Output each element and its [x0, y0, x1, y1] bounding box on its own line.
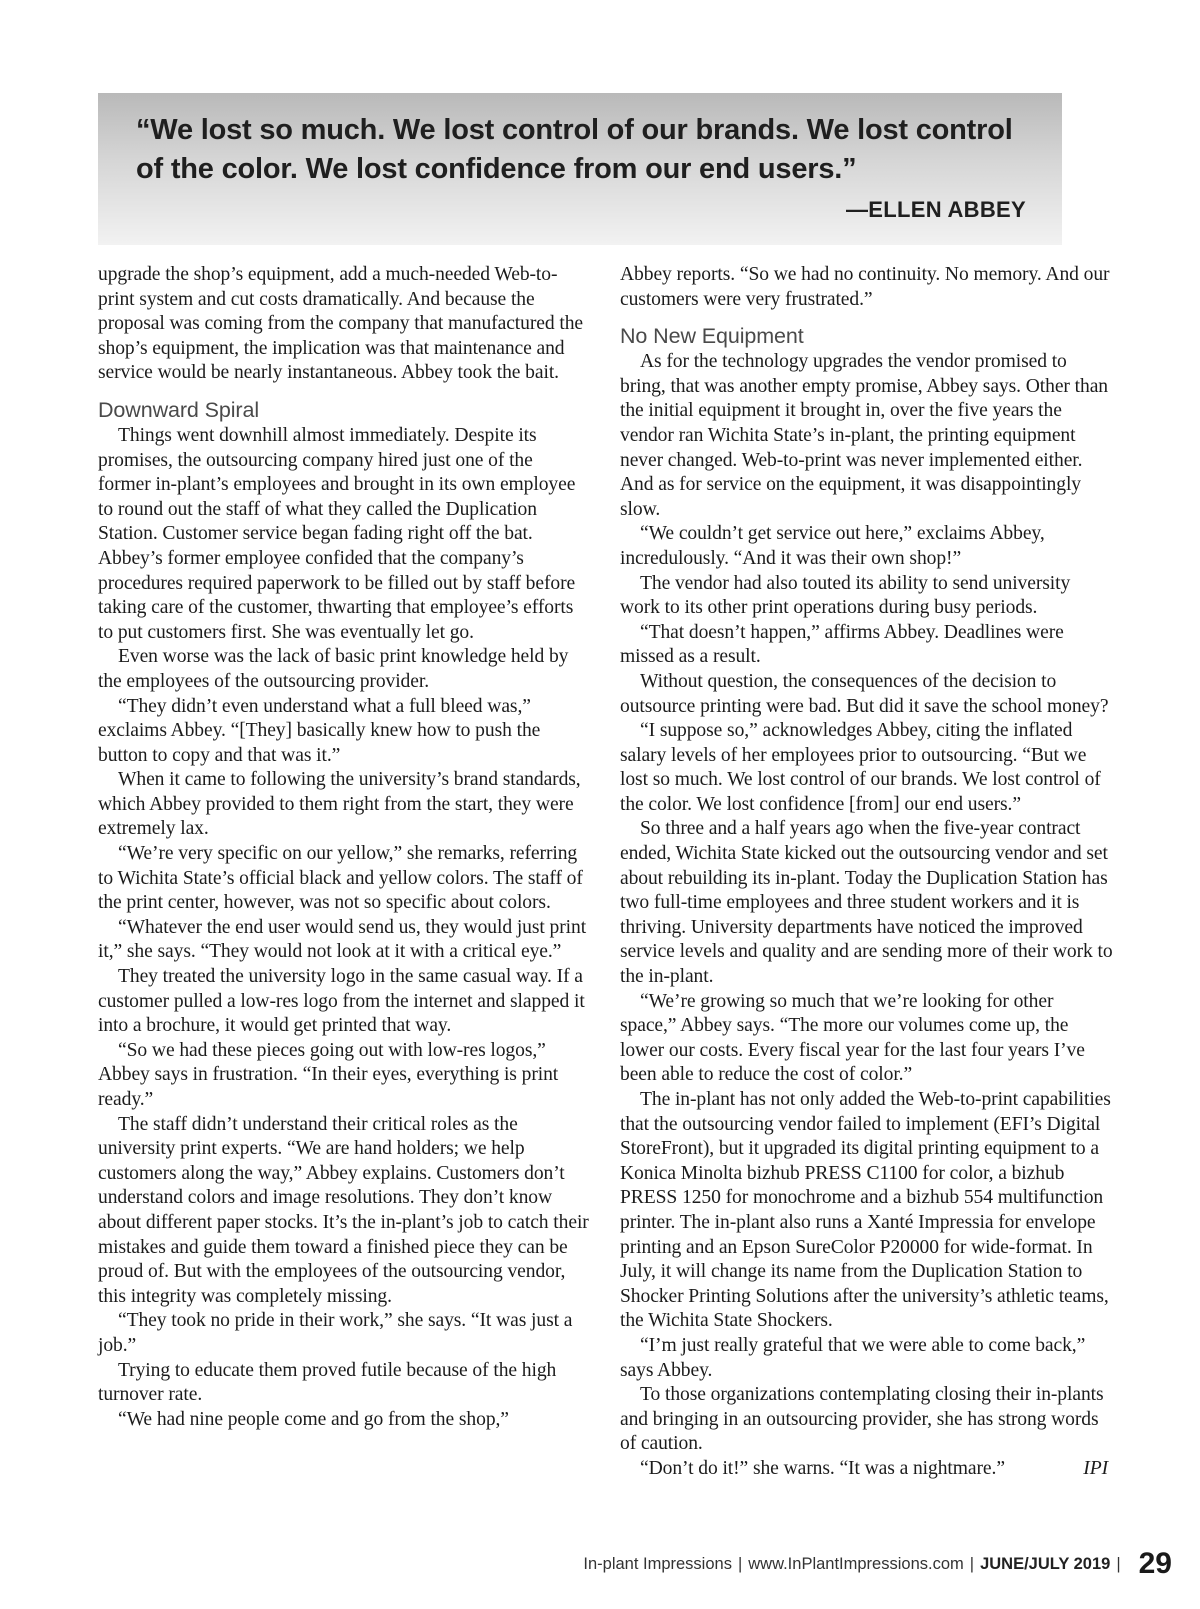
paragraph: “We’re very specific on our yellow,” she remarks, referring to Wichita State’s official black and yellow colors. The staff of the print center, however, was not so specific about colors. [98, 843, 583, 914]
paragraph: So three and a half years ago when the five-year contract ended, Wichita State kicked out the outsourcing vendor and set about rebuilding its in-plant. Today the Duplication Station has two full-time employees and three student workers and it is thriving. University departments have noticed the improved service levels and quality and are sending more of their work to the in-plant. [620, 818, 1113, 988]
page-footer [583, 1544, 1172, 1584]
pull-quote-attribution: —ELLEN ABBEY [845, 197, 1026, 222]
publication-name: In-plant Impressions [583, 1554, 732, 1573]
paragraph: “Whatever the end user would send us, they would just print it,” she says. “They would not look at it with a critical eye.” [98, 916, 587, 963]
paragraph: They treated the university logo in the same casual way. If a customer pulled a low-res logo from the internet and slapped it into a brochure, it would get printed that way. [98, 966, 585, 1037]
pull-quote [98, 93, 1062, 245]
footer-separator: | [737, 1554, 743, 1573]
paragraph: The vendor had also touted its ability to send university work to its other print operations during busy periods. [620, 572, 1071, 619]
end-signoff: IPI [1083, 1457, 1108, 1479]
paragraph: As for the technology upgrades the vendor promised to bring, that was another empty promise, Abbey says. Other than the initial equipment it brought in, over the five years the vendor ran Wichita State’s in-plant, the printing equipment never changed. Web-to-print was never implemented either. And as for service on the equipment, it was disappointingly slow. [620, 351, 1108, 520]
issue-date: JUNE/JULY 2019 [980, 1554, 1111, 1573]
paragraph: Without question, the consequences of the decision to outsource printing were bad. But did it save the school money? [620, 670, 1109, 717]
footer-separator: | [969, 1554, 975, 1573]
footer-separator: | [1116, 1554, 1121, 1573]
paragraph: “They didn’t even understand what a full bleed was,” exclaims Abbey. “[They] basically knew how to push the button to copy and that was it.” [98, 695, 541, 766]
page-number: 29 [1138, 1547, 1172, 1580]
right-column [620, 263, 1114, 1508]
paragraph: “I suppose so,” acknowledges Abbey, citing the inflated salary levels of her employees prior to outsourcing. “But we lost so much. We lost control of our brands. We lost control of the color. We lost confidence [from] our end users.” [620, 720, 1101, 815]
paragraph: “That doesn’t happen,” affirms Abbey. Deadlines were missed as a result. [620, 621, 1064, 668]
paragraph: “I’m just really grateful that we were able to come back,” says Abbey. [620, 1334, 1086, 1381]
closing-quote: “Don’t do it!” she warns. “It was a nightmare.” [640, 1457, 1005, 1479]
paragraph: The staff didn’t understand their critical roles as the university print experts. “We are hand holders; we help customers along the way,” Abbey explains. Customers don’t understand colors and image resolutions. They don’t know about different paper stocks. It’s the in-plant’s job to catch their mistakes and guide them toward a finished piece they can be proud of. But with the employees of the outsourcing vendor, this integrity was completely missing. [98, 1113, 589, 1307]
left-column [98, 263, 590, 1508]
pull-quote-text: “We lost so much. We lost control of our brands. We lost control of the color. We lost confidence from our end users.” [136, 114, 1013, 185]
paragraph: Even worse was the lack of basic print knowledge held by the employees of the outsourcing provider. [98, 646, 569, 692]
section-heading: Downward Spiral [98, 397, 260, 422]
paragraph: “So we had these pieces going out with low-res logos,” Abbey says in frustration. “In their eyes, everything is print ready.” [98, 1039, 559, 1110]
section-heading: No New Equipment [620, 324, 804, 349]
paragraph: When it came to following the university’s brand standards, which Abbey provided to them right from the start, they were extremely lax. [98, 769, 581, 840]
paragraph: Trying to educate them proved futile because of the high turnover rate. [98, 1359, 557, 1406]
paragraph [620, 1457, 1114, 1482]
publication-url: www.InPlantImpressions.com [748, 1554, 964, 1573]
paragraph: “We’re growing so much that we’re looking for other space,” Abbey says. “The more our volumes come up, the lower our costs. Every fiscal year for the last four years I’ve been able to reduce the cost of color.” [620, 990, 1085, 1086]
paragraph: Things went downhill almost immediately. Despite its promises, the outsourcing company hired just one of the former in-plant’s employees and brought in its own employee to round out the staff of what they called the Duplication Station. Customer service began fading right off the bat. Abbey’s former employee confided that the company’s procedures required paperwork to be filled out by staff before taking care of the customer, thwarting that employee’s efforts to put customers first. She was eventually let go. [98, 424, 576, 643]
paragraph: Abbey reports. “So we had no continuity. No memory. And our customers were very frustrated.” [620, 264, 1110, 310]
paragraph: upgrade the shop’s equipment, add a much-needed Web-to-print system and cut costs dramatically. And because the proposal was coming from the company that manufactured the shop’s equipment, the implication was that maintenance and service would be nearly instantaneous. Abbey took the bait. [98, 264, 583, 384]
paragraph: “We couldn’t get service out here,” exclaims Abbey, incredulously. “And it was their own shop!” [620, 523, 1045, 569]
paragraph: “They took no pride in their work,” she says. “It was just a job.” [98, 1310, 573, 1356]
paragraph: To those organizations contemplating closing their in-plants and bringing in an outsourcing provider, she has strong words of caution. [620, 1384, 1104, 1455]
paragraph: “We had nine people come and go from the shop,” [118, 1408, 509, 1430]
paragraph: The in-plant has not only added the Web-to-print capabilities that the outsourcing vendor failed to implement (EFI’s Digital StoreFront), but it upgraded its digital printing equipment to a Konica Minolta bizhub PRESS C1100 for color, a bizhub PRESS 1250 for monochrome and a bizhub 554 multifunction printer. The in-plant also runs a Xanté Impressia for envelope printing and an Epson SureColor P20000 for wide-format. In July, it will change its name from the Duplication Station to Shocker Printing Solutions after the university’s athletic teams, the Wichita State Shockers. [620, 1089, 1111, 1332]
